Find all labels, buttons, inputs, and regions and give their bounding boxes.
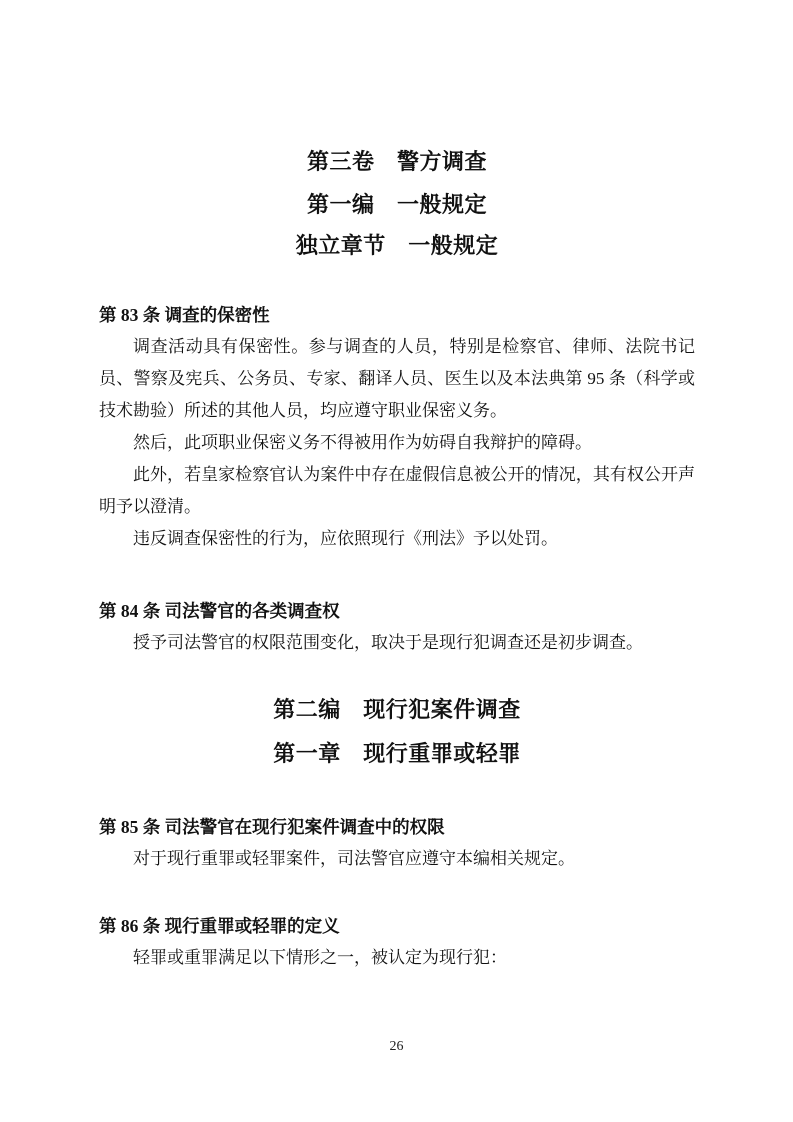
article-83: [99, 299, 695, 555]
part-2-title: 第二编 现行犯案件调查: [273, 697, 521, 722]
article-83-paragraph-1: 调查活动具有保密性。参与调查的人员，特别是检察官、律师、法院书记员、警察及宪兵、公务员、专家、翻译人员、医生以及本法典第 95 条（科学或技术勘验）所述的其他人员，均应遵守职业保密义务。: [99, 337, 695, 420]
article-84-heading: 第 84 条 司法警官的各类调查权: [99, 601, 340, 621]
part-1-chapter-title: 独立章节 一般规定: [295, 233, 499, 258]
article-83-paragraph-3: 此外，若皇家检察官认为案件中存在虚假信息被公开的情况，其有权公开声明予以澄清。: [99, 465, 695, 516]
part-1-title: 第一编 一般规定: [306, 192, 487, 217]
article-83-paragraph-2: 然后，此项职业保密义务不得被用作为妨碍自我辩护的障碍。: [133, 433, 592, 452]
article-84-paragraph-1: 授予司法警官的权限范围变化，取决于是现行犯调查还是初步调查。: [133, 633, 643, 652]
article-86: [99, 910, 695, 974]
article-86-paragraph-1: 轻罪或重罪满足以下情形之一，被认定为现行犯：: [133, 948, 507, 967]
article-85-paragraph-1: 对于现行重罪或轻罪案件，司法警官应遵守本编相关规定。: [133, 849, 575, 868]
article-86-heading: 第 86 条 现行重罪或轻罪的定义: [99, 916, 340, 936]
book-title: 第三卷 警方调查: [306, 149, 487, 174]
article-85-heading: 第 85 条 司法警官在现行犯案件调查中的权限: [99, 817, 445, 837]
page-number: 26: [389, 1039, 404, 1054]
article-83-paragraph-4: 违反调查保密性的行为，应依照现行《刑法》予以处罚。: [133, 529, 558, 548]
article-85: [99, 811, 695, 875]
part-2-chapter-title: 第一章 现行重罪或轻罪: [273, 741, 521, 766]
article-83-heading: 第 83 条 调查的保密性: [99, 305, 270, 325]
article-84: [99, 595, 695, 659]
